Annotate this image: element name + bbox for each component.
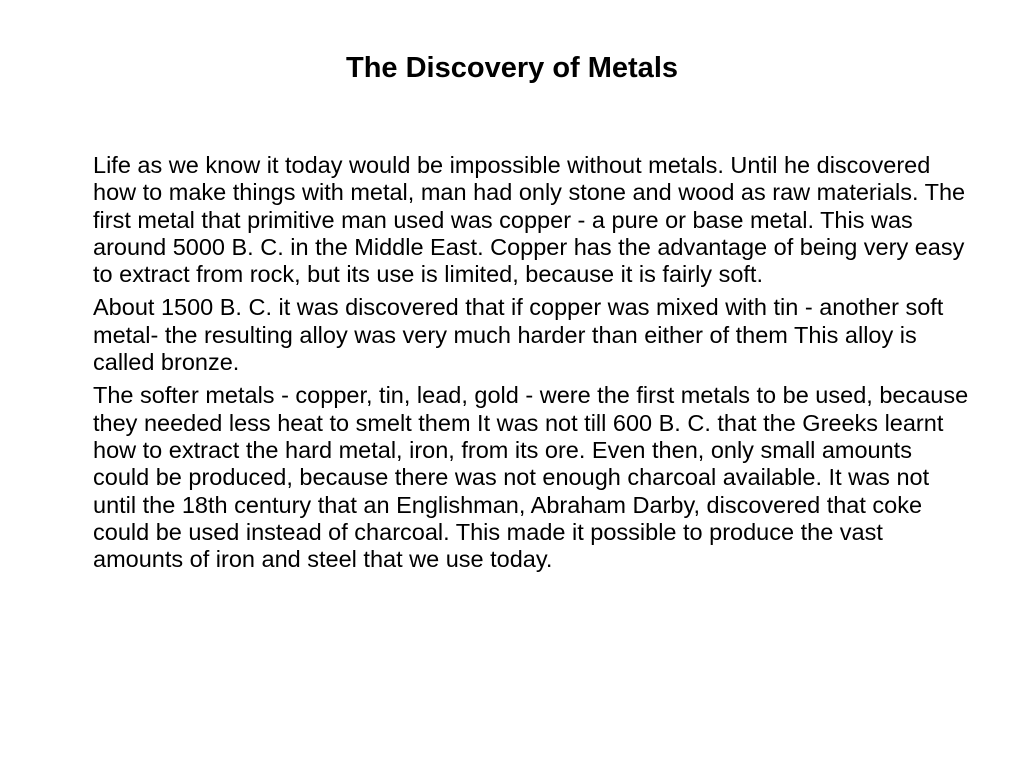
slide-body [93,152,973,579]
paragraph-2: About 1500 B. C. it was discovered that if copper was mixed with tin - another soft metal- the resulting alloy was very much harder than either of them This alloy is called bronze. [93,294,944,376]
paragraph-1: Life as we know it today would be impossible without metals. Until he discovered how to make things with metal, man had only stone and wood as raw materials. The first metal that primitive man used was copper - a pure or base metal. This was around 5000 B. C. in the Middle East. Copper has the advantage of being very easy to extract from rock, but its use is limited, because it is fairly soft. [93,152,966,288]
slide-title: The Discovery of Metals [346,52,678,84]
paragraph-3: The softer metals - copper, tin, lead, gold - were the first metals to be used, because they needed less heat to smelt them It was not till 600 B. C. that the Greeks learnt how to extract the hard metal, iron, from its ore. Even then, only small amounts could be produced, because there was not enough charcoal available. It was not until the 18th century that an Englishman, Abraham Darby, discovered that coke could be used instead of charcoal. This made it possible to produce the vast amounts of iron and steel that we use today. [93,382,969,573]
